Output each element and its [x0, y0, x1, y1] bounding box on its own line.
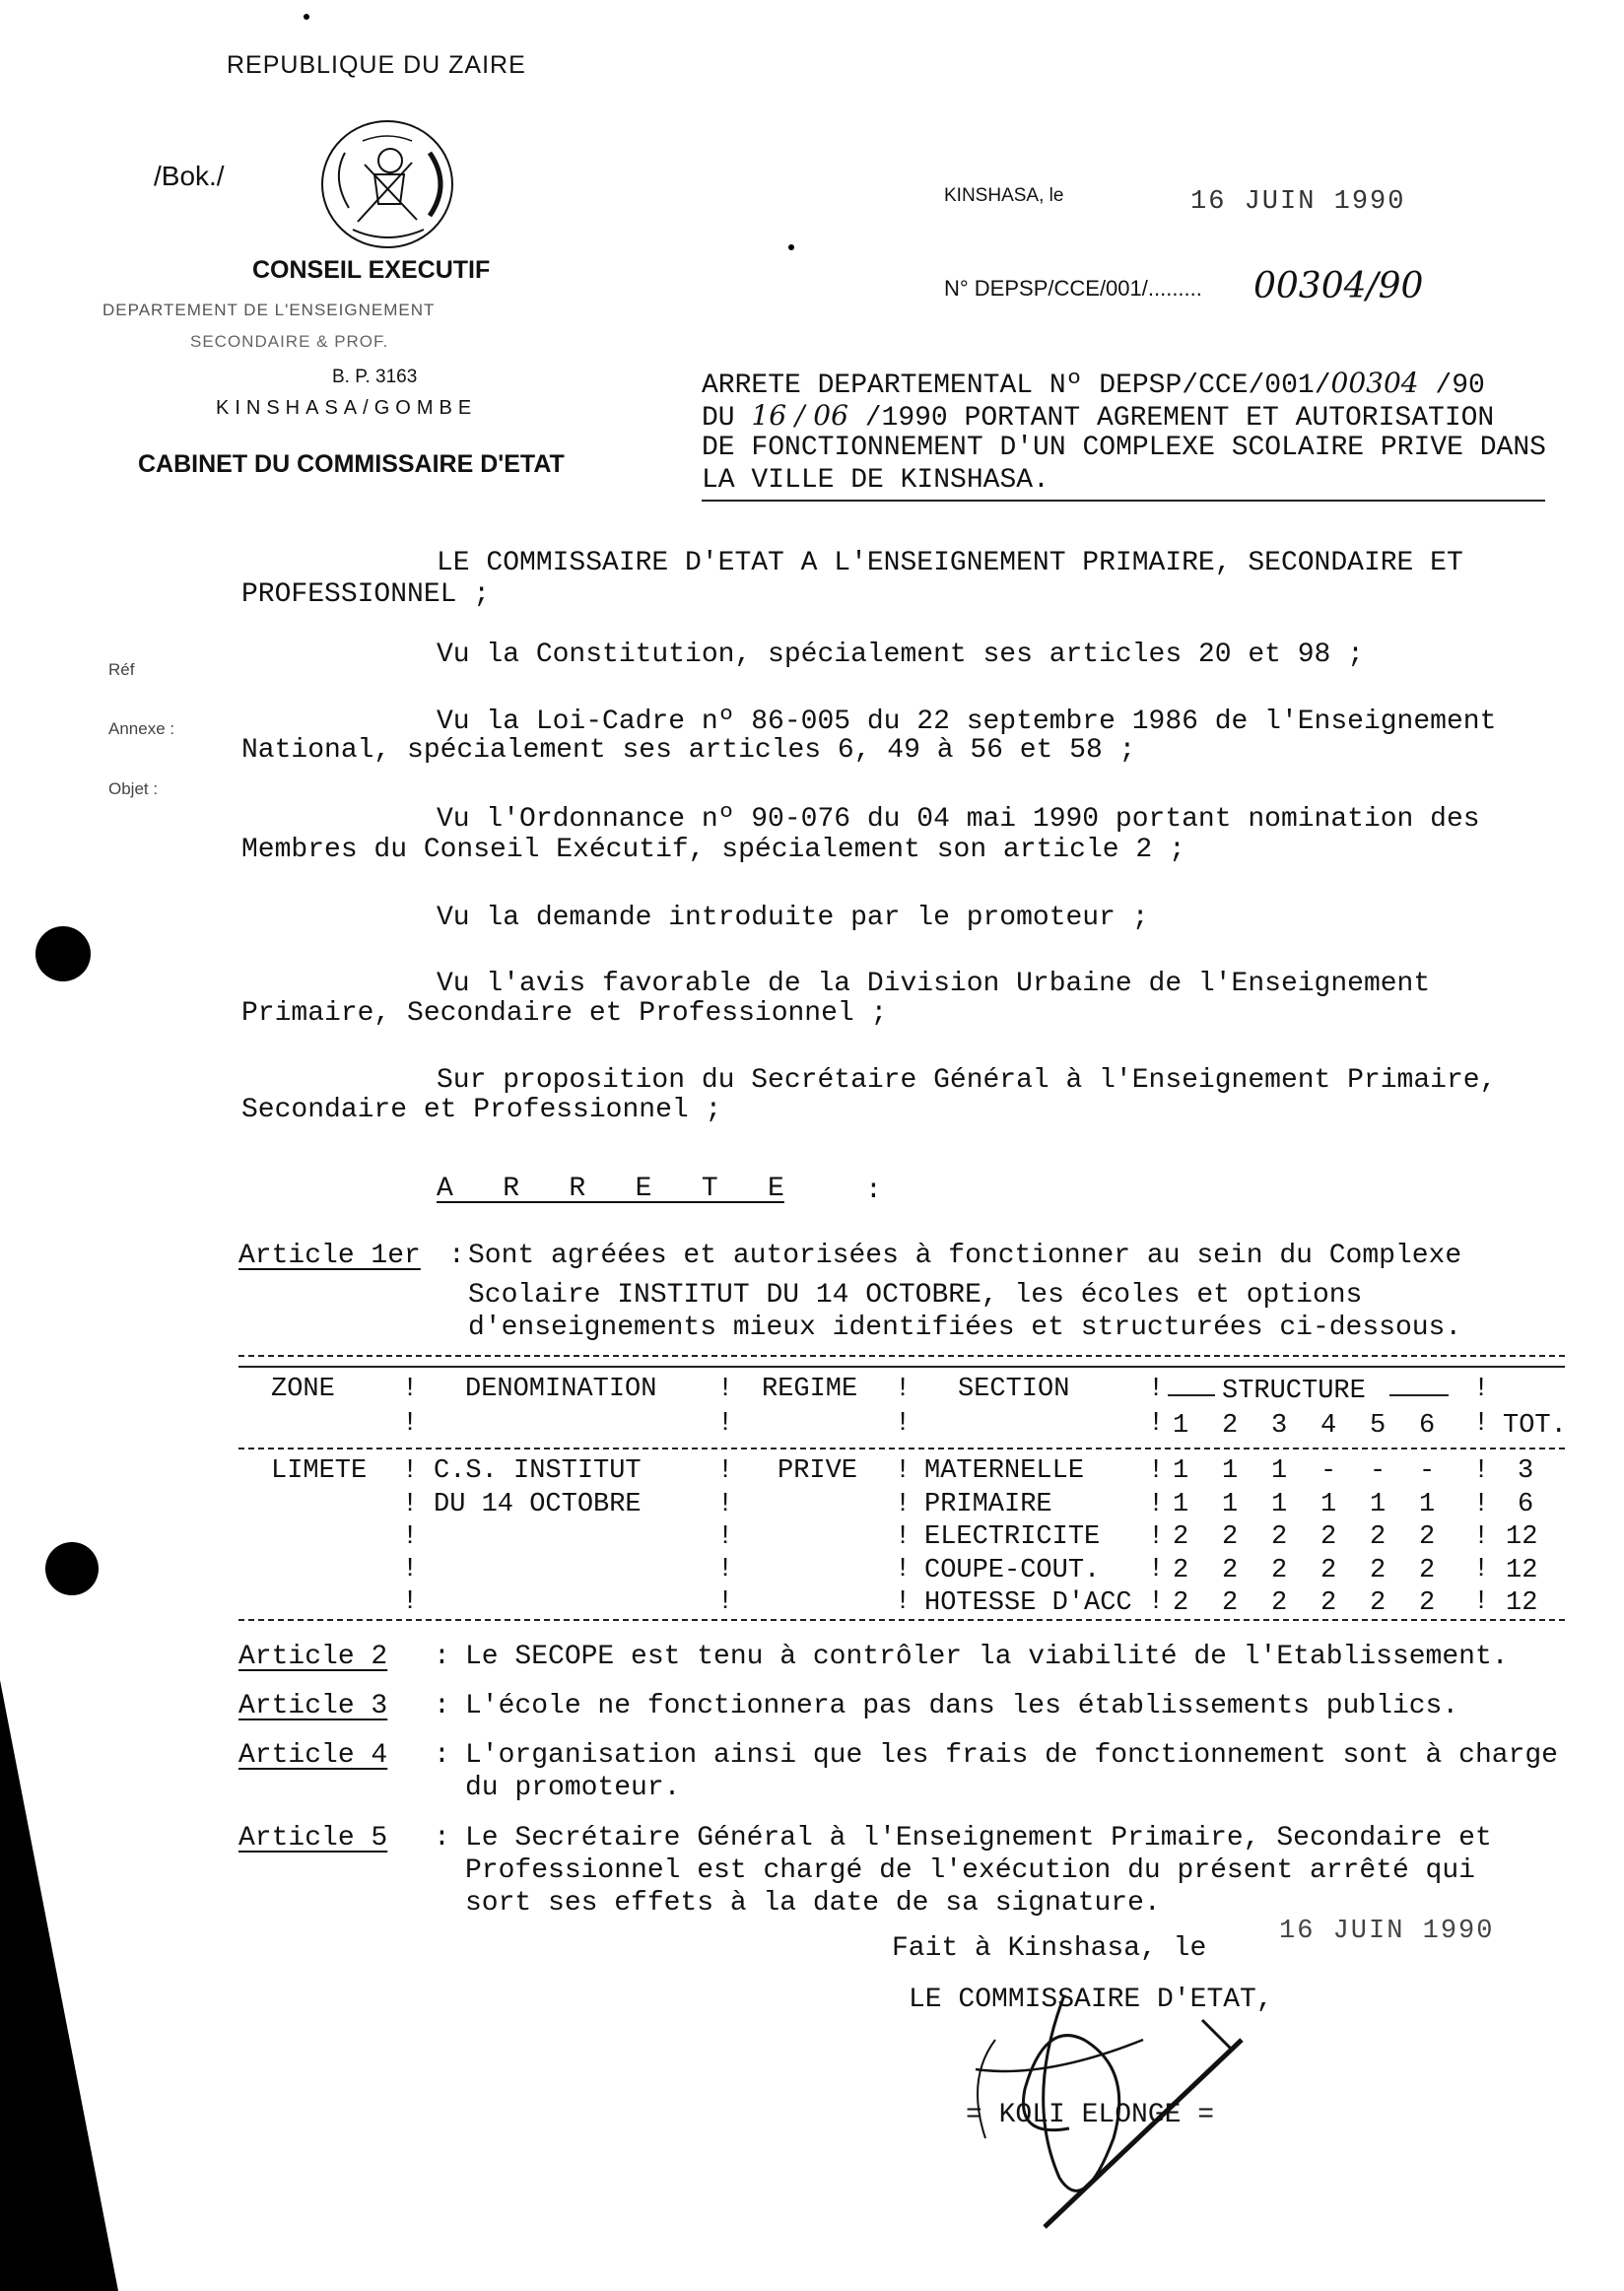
preamble-loi-cadre-line2: National, spécialement ses articles 6, 49 à 56 et 58 ;	[241, 735, 1136, 766]
column-separator: !	[402, 1409, 419, 1439]
column-separator: !	[1148, 1555, 1165, 1584]
table-total-cell: 6	[1518, 1489, 1534, 1519]
preamble-ordonnance-line2: Membres du Conseil Exécutif, spécialement son article 2 ;	[241, 835, 1185, 865]
table-section-cell: COUPE-COUT.	[924, 1555, 1101, 1585]
title-line-2	[702, 399, 1494, 435]
table-section-cell: PRIMAIRE	[924, 1489, 1052, 1519]
article-label: Article 2	[238, 1642, 388, 1672]
po-box: B. P. 3163	[332, 367, 418, 387]
table-header-section: SECTION	[958, 1375, 1070, 1404]
column-separator: !	[1473, 1490, 1490, 1519]
title-line-4: LA VILLE DE KINSHASA.	[702, 465, 1049, 496]
article-text-line: sort ses effets à la date de sa signature.	[465, 1888, 1161, 1919]
department-line-1: DEPARTEMENT DE L'ENSEIGNEMENT	[102, 301, 436, 319]
margin-label-objet: Objet :	[108, 779, 159, 798]
city-line: KINSHASA/GOMBE	[216, 397, 478, 419]
table-structure-cell: 2	[1370, 1522, 1387, 1552]
column-separator: !	[895, 1555, 912, 1584]
article-text-line: du promoteur.	[465, 1773, 681, 1803]
column-separator: !	[895, 1522, 912, 1552]
article-separator: :	[434, 1823, 450, 1853]
title-line-1-handwritten: 00304	[1330, 367, 1419, 399]
column-separator: !	[717, 1375, 734, 1404]
article-text-line: L'organisation ainsi que les frais de fonctionnement sont à charge	[465, 1740, 1558, 1771]
column-separator: !	[1473, 1375, 1490, 1404]
article-1-label: Article 1er	[238, 1241, 421, 1271]
preamble-p1-line1: LE COMMISSAIRE D'ETAT A L'ENSEIGNEMENT PRIMAIRE, SECONDAIRE ET	[437, 548, 1463, 578]
column-separator: !	[1473, 1409, 1490, 1439]
table-regime-value: PRIVE	[778, 1456, 858, 1486]
column-separator: !	[402, 1555, 419, 1584]
title-line-1-text: ARRETE DEPARTEMENTAL Nº DEPSP/CCE/001/	[702, 371, 1331, 401]
table-structure-cell: 1	[1320, 1489, 1337, 1519]
table-structure-cell: 2	[1222, 1588, 1239, 1618]
article-label: Article 4	[238, 1740, 388, 1771]
speck-mark-1	[304, 14, 309, 20]
article-text-line: L'école ne fonctionnera pas dans les établissements publics.	[465, 1691, 1459, 1721]
table-structure-cell: -	[1320, 1456, 1337, 1486]
column-separator: !	[717, 1490, 734, 1519]
table-top-rule	[238, 1355, 1565, 1357]
table-structure-cell: 2	[1222, 1522, 1239, 1552]
table-structure-cell: 2	[1320, 1588, 1337, 1618]
table-structure-cell: 1	[1271, 1456, 1288, 1486]
structure-year-header: 5	[1370, 1411, 1387, 1441]
table-structure-cell: 2	[1419, 1588, 1436, 1618]
preamble-avis-line2: Primaire, Secondaire et Professionnel ;	[241, 998, 888, 1029]
preamble-proposition-line2: Secondaire et Professionnel ;	[241, 1095, 722, 1125]
table-structure-cell: 2	[1271, 1588, 1288, 1618]
title-line-2-handwritten: 16 / 06	[751, 399, 848, 432]
table-header-denomination: DENOMINATION	[465, 1375, 657, 1404]
column-separator: !	[402, 1456, 419, 1486]
table-structure-cell: 2	[1173, 1588, 1189, 1618]
structure-year-header: 4	[1320, 1411, 1337, 1441]
preamble-loi-cadre-line1: Vu la Loi-Cadre nº 86-005 du 22 septembre 1986 de l'Enseignement	[437, 707, 1497, 737]
handwritten-signature	[946, 1981, 1261, 2237]
table-header-structure: STRUCTURE	[1222, 1377, 1366, 1406]
structure-year-header: 6	[1419, 1411, 1436, 1441]
table-section-cell: ELECTRICITE	[924, 1522, 1101, 1552]
article-label: Article 5	[238, 1823, 388, 1853]
decree-number-label	[944, 276, 1202, 302]
title-line-3: DE FONCTIONNEMENT D'UN COMPLEXE SCOLAIRE PRIVE DANS	[702, 433, 1546, 463]
preamble-avis-line1: Vu l'avis favorable de la Division Urbaine de l'Enseignement	[437, 969, 1431, 999]
table-structure-cell: 2	[1320, 1522, 1337, 1552]
column-separator: !	[1148, 1409, 1165, 1439]
dateline-label: KINSHASA, le	[944, 185, 1064, 206]
table-total-cell: 12	[1506, 1555, 1538, 1585]
article-1-line1: Sont agréées et autorisées à fonctionner au sein du Complexe	[468, 1241, 1462, 1271]
column-separator: !	[402, 1587, 419, 1617]
table-total-cell: 12	[1506, 1588, 1538, 1618]
council-heading: CONSEIL EXECUTIF	[252, 256, 491, 284]
table-structure-cell: 1	[1419, 1489, 1436, 1519]
table-structure-cell: 1	[1173, 1456, 1189, 1486]
column-separator: !	[717, 1409, 734, 1439]
column-separator: !	[895, 1456, 912, 1486]
column-separator: !	[402, 1490, 419, 1519]
structure-year-header: 2	[1222, 1411, 1239, 1441]
reference-code: /Bok./	[154, 161, 225, 191]
article-separator: :	[434, 1642, 450, 1672]
table-structure-cell: 2	[1370, 1588, 1387, 1618]
title-line-1-year: /90	[1418, 371, 1485, 401]
republic-heading: REPUBLIQUE DU ZAIRE	[227, 51, 526, 79]
table-structure-cell: 2	[1173, 1555, 1189, 1585]
title-underline	[702, 500, 1545, 502]
table-structure-cell: -	[1370, 1456, 1387, 1486]
column-separator: !	[1148, 1522, 1165, 1552]
structure-header-rule-left	[1168, 1394, 1215, 1396]
column-separator: !	[1473, 1456, 1490, 1486]
column-separator: !	[895, 1490, 912, 1519]
column-separator: !	[717, 1555, 734, 1584]
table-structure-cell: 2	[1271, 1522, 1288, 1552]
table-header-rule	[238, 1448, 1565, 1449]
speck-mark-2	[788, 244, 794, 250]
table-structure-cell: 2	[1419, 1555, 1436, 1585]
preamble-p1-line2: PROFESSIONNEL ;	[241, 579, 491, 610]
article-separator: :	[434, 1740, 450, 1771]
punch-hole-top	[35, 926, 91, 981]
coat-of-arms-emblem	[313, 113, 461, 251]
closing-date-stamp: 16 JUIN 1990	[1279, 1917, 1495, 1946]
column-separator: !	[1473, 1522, 1490, 1552]
structure-year-header: 1	[1173, 1411, 1189, 1441]
column-separator: !	[1148, 1490, 1165, 1519]
article-label: Article 3	[238, 1691, 388, 1721]
scan-edge-shadow	[0, 1680, 118, 2291]
column-separator: !	[895, 1375, 912, 1404]
margin-label-ref: Réf	[108, 660, 135, 679]
table-denomination-line2: DU 14 OCTOBRE	[434, 1490, 642, 1519]
closing-title: LE COMMISSAIRE D'ETAT,	[909, 1985, 1273, 2015]
structure-year-header: 3	[1271, 1411, 1288, 1441]
column-separator: !	[1473, 1555, 1490, 1584]
table-structure-cell: 2	[1173, 1522, 1189, 1552]
table-section-cell: HOTESSE D'ACC	[924, 1588, 1132, 1618]
closing-place: Fait à Kinshasa, le	[892, 1933, 1207, 1964]
table-structure-cell: 2	[1320, 1555, 1337, 1585]
table-structure-cell: 1	[1271, 1489, 1288, 1519]
column-separator: !	[1148, 1587, 1165, 1617]
table-denomination-line1: C.S. INSTITUT	[434, 1456, 642, 1486]
table-structure-cell: 2	[1222, 1555, 1239, 1585]
cabinet-heading: CABINET DU COMMISSAIRE D'ETAT	[138, 450, 565, 478]
preamble-demande: Vu la demande introduite par le promoteur ;	[437, 903, 1149, 933]
margin-label-annexe: Annexe :	[108, 719, 175, 738]
arrete-heading-colon: :	[865, 1176, 882, 1206]
arrete-heading: A R R E T E	[437, 1174, 784, 1204]
title-line-2-prefix: DU	[702, 403, 752, 434]
article-1-line3: d'enseignements mieux identifiées et structurées ci-dessous.	[468, 1313, 1462, 1343]
table-zone-value: LIMETE	[271, 1456, 368, 1486]
article-1-line2: Scolaire INSTITUT DU 14 OCTOBRE, les écoles et options	[468, 1280, 1363, 1311]
decree-number-handwritten: 00304/90	[1253, 266, 1424, 306]
table-structure-cell: 1	[1173, 1489, 1189, 1519]
table-header-zone: ZONE	[271, 1375, 335, 1404]
column-separator: !	[1473, 1587, 1490, 1617]
column-separator: !	[402, 1522, 419, 1552]
column-separator: !	[895, 1587, 912, 1617]
column-separator: !	[717, 1456, 734, 1486]
table-header-regime: REGIME	[762, 1375, 858, 1404]
table-header-total: TOT.	[1503, 1411, 1567, 1441]
table-structure-cell: 1	[1222, 1456, 1239, 1486]
decree-number-prefix: N° DEPSP/CCE/001/	[944, 276, 1148, 301]
structure-header-rule-right	[1389, 1394, 1449, 1396]
preamble-constitution: Vu la Constitution, spécialement ses articles 20 et 98 ;	[437, 640, 1364, 670]
preamble-ordonnance-line1: Vu l'Ordonnance nº 90-076 du 04 mai 1990 portant nomination des	[437, 804, 1480, 835]
column-separator: !	[402, 1375, 419, 1404]
table-bottom-rule	[238, 1619, 1565, 1621]
preamble-proposition-line1: Sur proposition du Secrétaire Général à l'Enseignement Primaire,	[437, 1065, 1497, 1096]
table-structure-cell: -	[1419, 1456, 1436, 1486]
article-text-line: Professionnel est chargé de l'exécution du présent arrêté qui	[465, 1855, 1475, 1886]
title-line-2-text: /1990 PORTANT AGREMENT ET AUTORISATION	[847, 403, 1495, 434]
date-stamp: 16 JUIN 1990	[1190, 187, 1406, 217]
column-separator: !	[1148, 1375, 1165, 1404]
column-separator: !	[895, 1409, 912, 1439]
column-separator: !	[717, 1522, 734, 1552]
table-structure-cell: 2	[1419, 1522, 1436, 1552]
table-structure-cell: 1	[1222, 1489, 1239, 1519]
article-text-line: Le Secrétaire Général à l'Enseignement Primaire, Secondaire et	[465, 1823, 1492, 1853]
table-structure-cell: 1	[1370, 1489, 1387, 1519]
punch-hole-bottom	[45, 1542, 99, 1595]
table-structure-cell: 2	[1271, 1555, 1288, 1585]
department-line-2: SECONDAIRE & PROF.	[190, 332, 389, 351]
article-1-separator: :	[448, 1241, 465, 1271]
title-line-1	[702, 367, 1485, 402]
column-separator: !	[1148, 1456, 1165, 1486]
table-total-cell: 3	[1518, 1456, 1534, 1486]
article-text-line: Le SECOPE est tenu à contrôler la viabilité de l'Etablissement.	[465, 1642, 1509, 1672]
table-top-rule-2	[238, 1366, 1565, 1368]
table-total-cell: 12	[1506, 1522, 1538, 1552]
signatory-name: = KOLI ELONGE =	[966, 2100, 1215, 2130]
decree-number-dots: .........	[1147, 276, 1202, 301]
article-separator: :	[434, 1691, 450, 1721]
table-section-cell: MATERNELLE	[924, 1456, 1085, 1486]
table-structure-cell: 2	[1370, 1555, 1387, 1585]
column-separator: !	[717, 1587, 734, 1617]
